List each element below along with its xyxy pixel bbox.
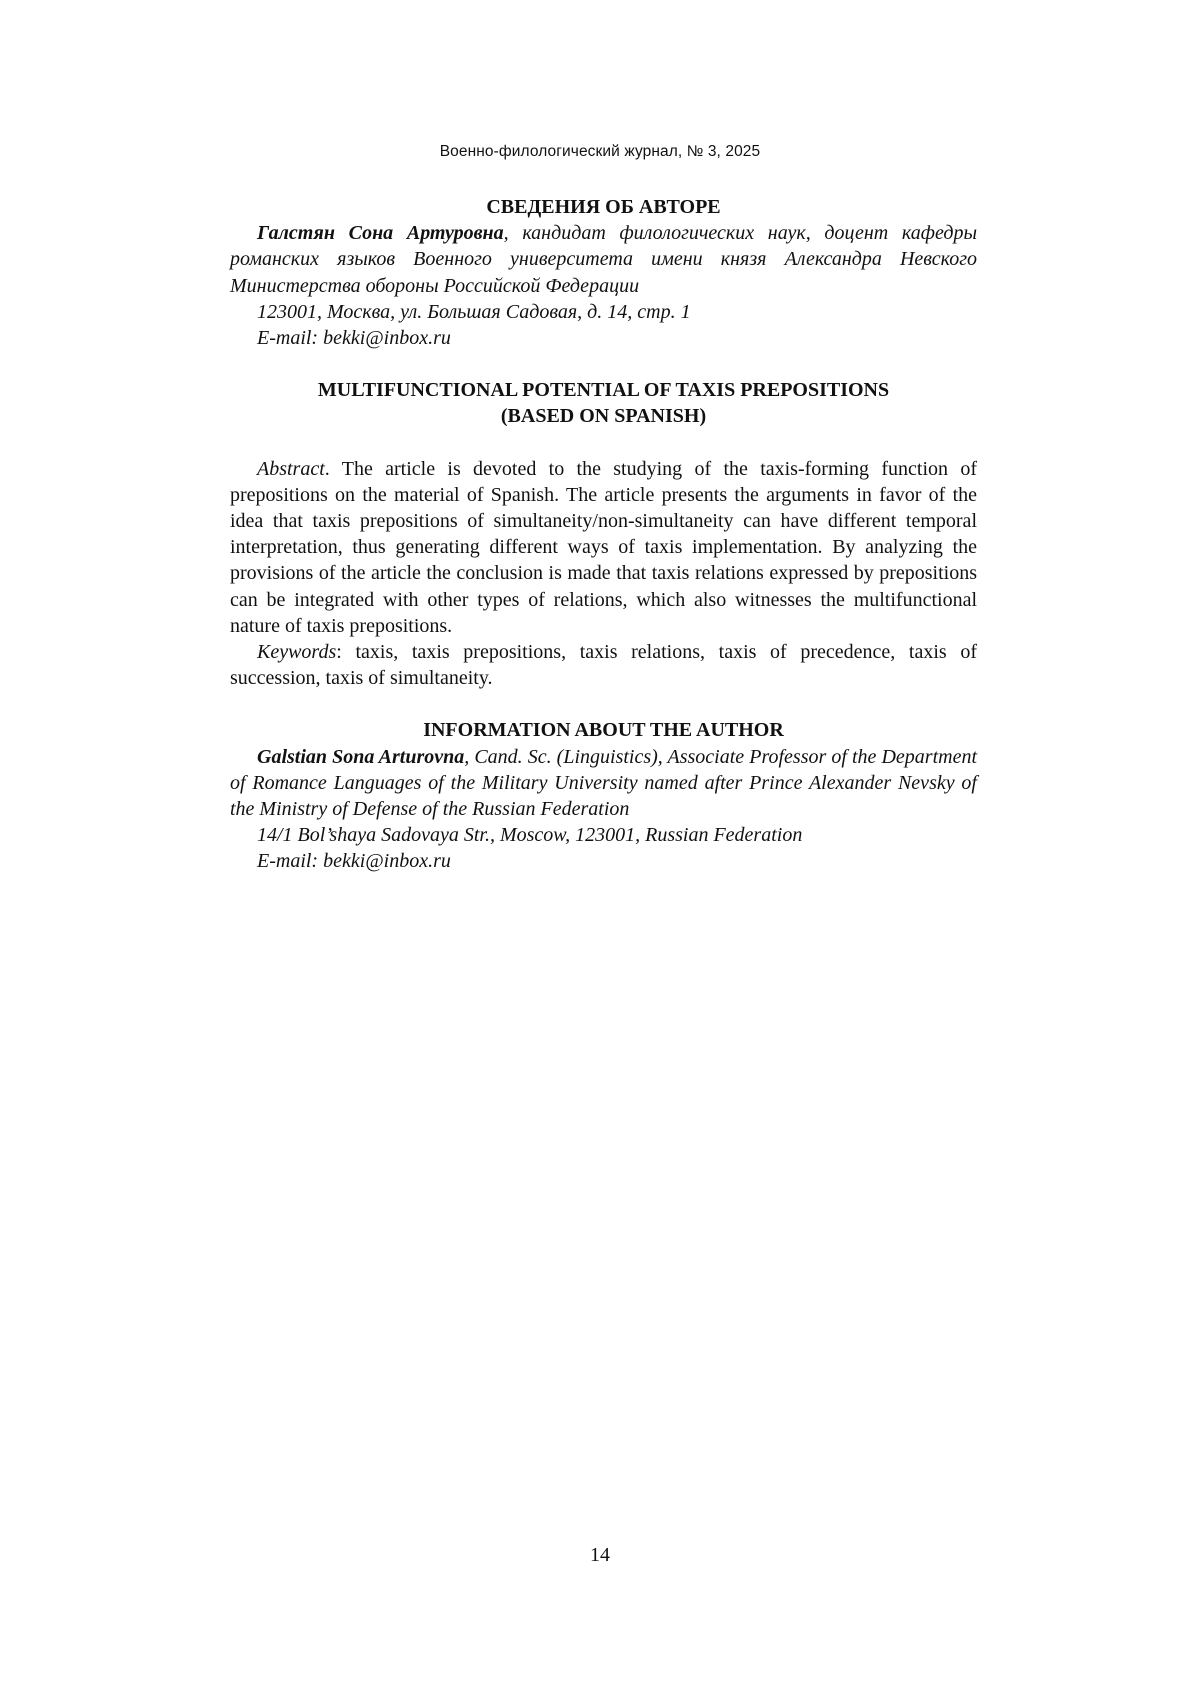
page-content [230, 194, 977, 875]
ru-author-description: , кандидат филологических наук, доцент кафедры романских языков Военного университета имени князя Александра Невского Министерства обороны Российской Федерации [230, 222, 977, 297]
abstract-text: . The article is devoted to the studying of the taxis-forming function of prepositions on the material of Spanish. The article presents the arguments in favor of the idea that taxis prepositions of simultaneity/non-simultaneity can have different temporal interpretation, thus generating different ways of taxis implementation. By analyzing the provisions of the article the conclusion is made that taxis relations expressed by prepositions can be integrated with other types of relations, which also witnesses the multifunctional nature of taxis prepositions. [230, 457, 977, 637]
en-author-address: 14/1 Bol’shaya Sadovaya Str., Moscow, 123001, Russian Federation [257, 824, 803, 847]
spacer [230, 351, 977, 377]
en-author-description: , Cand. Sc. (Linguistics), Associate Professor of the Department of Romance Languages of the Military University named after Prince Alexander Nevsky of the Ministry of Defense of the Russian Federation [230, 745, 977, 821]
keywords-text: : taxis, taxis prepositions, taxis relations, taxis of precedence, taxis of succession, taxis of simultaneity. [230, 641, 977, 690]
ru-author-bio [230, 220, 977, 299]
ru-author-section [230, 194, 977, 351]
ru-author-email: E-mail: bekki@inbox.ru [257, 327, 451, 350]
abstract-paragraph [230, 456, 977, 639]
keywords-label: Keywords [257, 641, 337, 664]
article-title-line-1: MULTIFUNCTIONAL POTENTIAL OF TAXIS PREPOSITIONS [317, 379, 890, 402]
journal-running-header: Военно-филологический журнал, № 3, 2025 [439, 143, 761, 160]
en-author-email: E-mail: bekki@inbox.ru [257, 850, 451, 873]
spacer [230, 430, 977, 456]
keywords-paragraph [230, 639, 977, 691]
en-author-section [230, 717, 977, 874]
ru-author-heading: СВЕДЕНИЯ ОБ АВТОРЕ [486, 196, 721, 218]
en-author-name: Galstian Sona Arturovna [257, 745, 465, 768]
ru-author-address: 123001, Москва, ул. Большая Садовая, д. 14, стр. 1 [257, 300, 691, 323]
abstract-label: Abstract [257, 457, 325, 480]
ru-author-name: Галстян Сона Артуровна [257, 222, 504, 245]
spacer [230, 691, 977, 717]
en-author-bio [230, 744, 977, 823]
page-number: 14 [590, 1544, 610, 1566]
article-summary-section [230, 377, 977, 691]
article-title-line-2: (BASED ON SPANISH) [500, 405, 707, 428]
en-author-heading: INFORMATION ABOUT THE AUTHOR [423, 719, 784, 742]
